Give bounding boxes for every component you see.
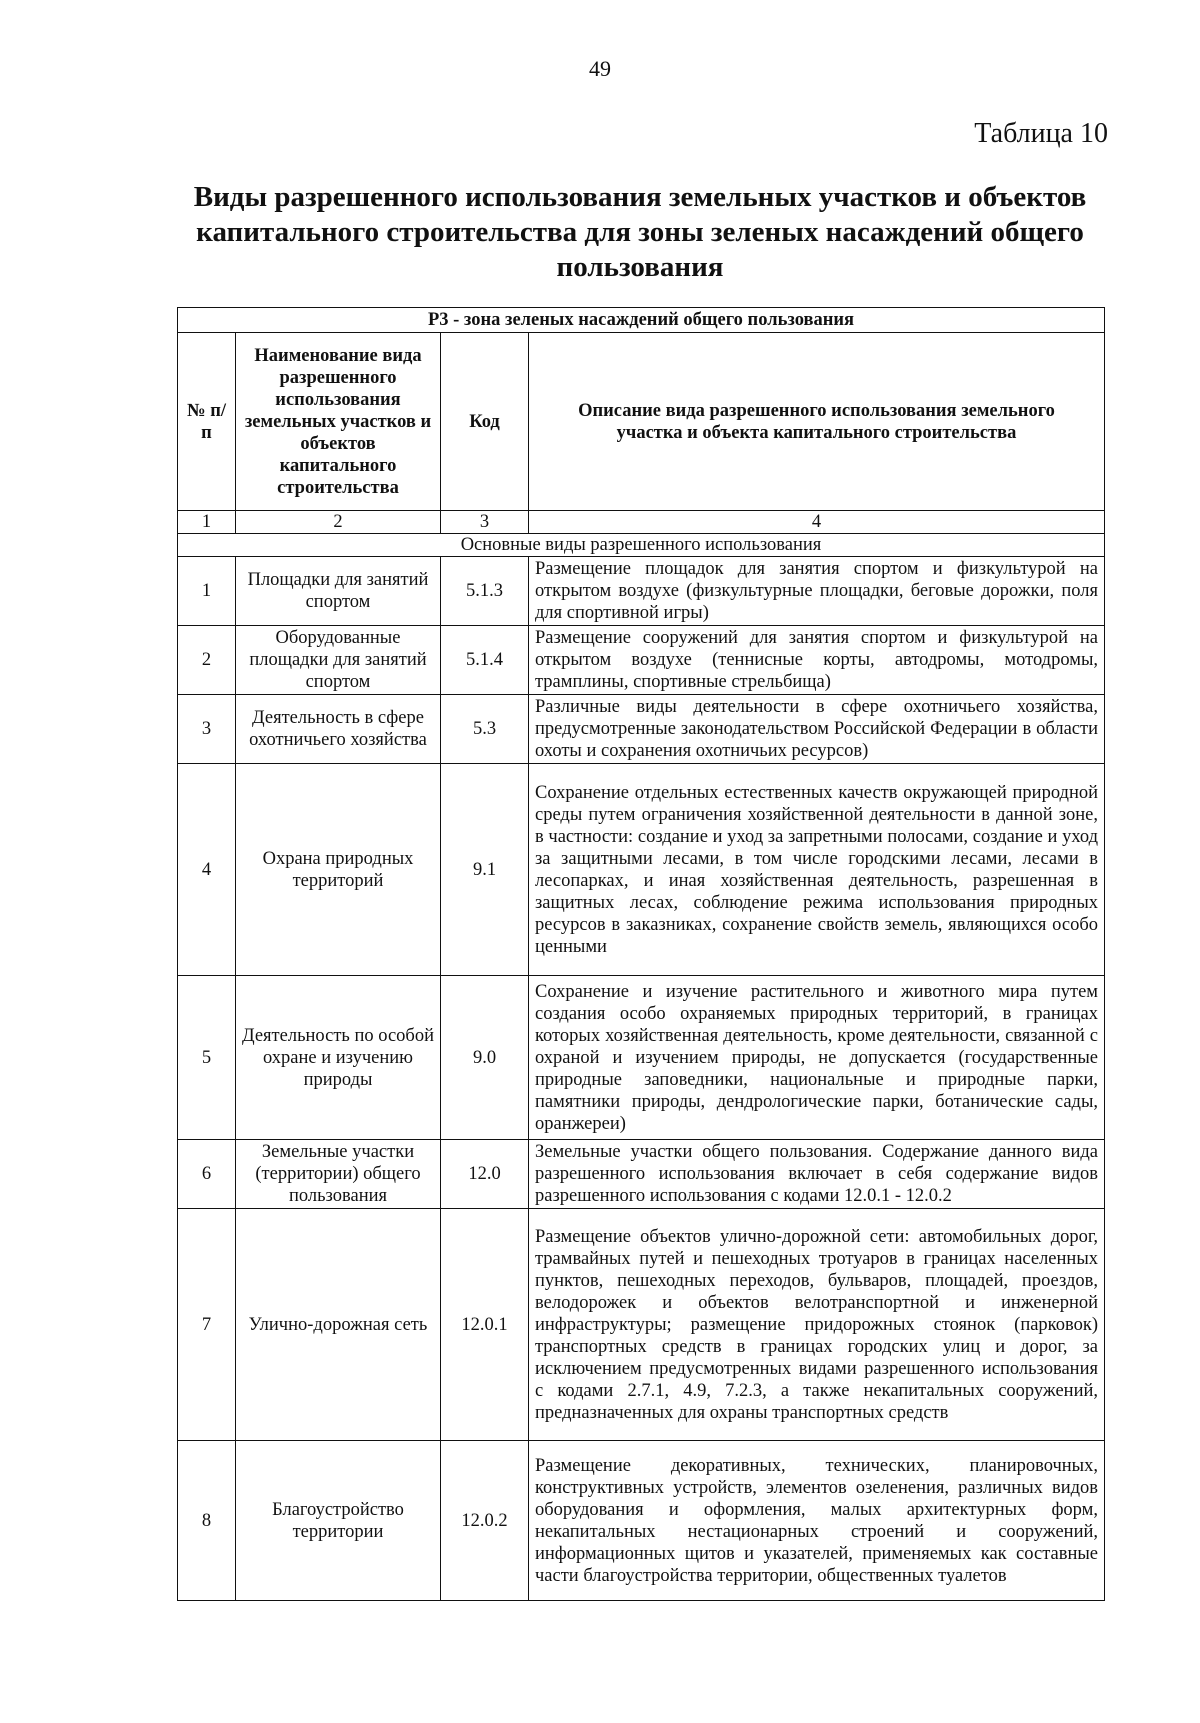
- row-code: 12.0: [441, 1140, 529, 1209]
- row-name: Земельные участки (территории) общего пользования: [236, 1140, 441, 1209]
- column-header-num: № п/п: [178, 333, 236, 511]
- row-description: Сохранение и изучение растительного и животного мира путем создания особо охраняемых природных территорий, в границах которых хозяйственная деятельность, кроме деятельности, связанной с охраной и изучением природы, не допускается (государственные природные заповедники, национальные и природные парки, памятники природы, дендрологические парки, ботанические сады, оранжереи): [529, 976, 1105, 1140]
- column-header-name: Наименование вида разрешенного использования земельных участков и объектов капитального строительства: [236, 333, 441, 511]
- row-number: 5: [178, 976, 236, 1140]
- column-number: 1: [178, 511, 236, 534]
- table-row: [178, 1209, 1105, 1441]
- table-row: [178, 764, 1105, 976]
- column-number: 4: [529, 511, 1105, 534]
- row-code: 9.0: [441, 976, 529, 1140]
- table-row: [178, 976, 1105, 1140]
- table-row: [178, 1140, 1105, 1209]
- row-code: 5.1.3: [441, 557, 529, 626]
- page-number: 49: [589, 56, 611, 81]
- table-row: [178, 695, 1105, 764]
- row-code: 12.0.2: [441, 1441, 529, 1601]
- table-label: Таблица 10: [974, 118, 1108, 149]
- row-code: 5.3: [441, 695, 529, 764]
- row-name: Деятельность по особой охране и изучению природы: [236, 976, 441, 1140]
- table-row: [178, 1441, 1105, 1601]
- row-number: 8: [178, 1441, 236, 1601]
- row-name: Оборудованные площадки для занятий спортом: [236, 626, 441, 695]
- row-description: Размещение объектов улично-дорожной сети: автомобильных дорог, трамвайных путей и пешеходных тротуаров в границах населенных пунктов, пешеходных переходов, бульваров, площадей, проездов, велодорожек и объектов велотранспортной и инженерной инфраструктуры; размещение придорожных стоянок (парковок) транспортных средств в границах городских улиц и дорог, за исключением предусмотренных видами разрешенного использования с кодами 2.7.1, 4.9, 7.2.3, а также некапитальных сооружений, предназначенных для охраны транспортных средств: [529, 1209, 1105, 1441]
- row-number: 4: [178, 764, 236, 976]
- row-description: Различные виды деятельности в сфере охотничьего хозяйства, предусмотренные законодательством Российской Федерации в области охоты и сохранения охотничьих ресурсов): [529, 695, 1105, 764]
- zone-header: Р3 - зона зеленых насаждений общего пользования: [178, 308, 1105, 333]
- table-row: [178, 626, 1105, 695]
- row-code: 9.1: [441, 764, 529, 976]
- row-number: 7: [178, 1209, 236, 1441]
- row-number: 3: [178, 695, 236, 764]
- column-number: 2: [236, 511, 441, 534]
- table-row: [178, 557, 1105, 626]
- row-number: 6: [178, 1140, 236, 1209]
- row-description: Сохранение отдельных естественных качеств окружающей природной среды путем ограничения хозяйственной деятельности в данной зоне, в частности: создание и уход за запретными полосами, создание и уход за защитными лесами, в том числе городскими лесами, лесами в лесопарках, и иная хозяйственная деятельность, разрешенная в защитных лесах, соблюдение режима использования природных ресурсов в заказниках, сохранение свойств земель, являющихся особо ценными: [529, 764, 1105, 976]
- row-code: 5.1.4: [441, 626, 529, 695]
- column-header-code: Код: [441, 333, 529, 511]
- row-name: Охрана природных территорий: [236, 764, 441, 976]
- row-number: 2: [178, 626, 236, 695]
- row-name: Улично-дорожная сеть: [236, 1209, 441, 1441]
- row-description: Земельные участки общего пользования. Содержание данного вида разрешенного использования включает в себя содержание видов разрешенного использования с кодами 12.0.1 - 12.0.2: [529, 1140, 1105, 1209]
- row-name: Площадки для занятий спортом: [236, 557, 441, 626]
- row-description: Размещение площадок для занятия спортом и физкультурой на открытом воздухе (физкультурные площадки, беговые дорожки, поля для спортивной игры): [529, 557, 1105, 626]
- land-use-table: [177, 307, 1105, 1601]
- row-description: Размещение сооружений для занятия спортом и физкультурой на открытом воздухе (теннисные корты, автодромы, мотодромы, трамплины, спортивные стрельбища): [529, 626, 1105, 695]
- column-number: 3: [441, 511, 529, 534]
- section-title: Основные виды разрешенного использования: [178, 534, 1105, 557]
- row-number: 1: [178, 557, 236, 626]
- row-name: Деятельность в сфере охотничьего хозяйства: [236, 695, 441, 764]
- row-description: Размещение декоративных, технических, планировочных, конструктивных устройств, элементов озеленения, различных видов оборудования и оформления, малых архитектурных форм, некапитальных нестационарных строений и сооружений, информационных щитов и указателей, применяемых как составные части благоустройства территории, общественных туалетов: [529, 1441, 1105, 1601]
- column-header-description: Описание вида разрешенного использования земельного участка и объекта капитального строительства: [529, 333, 1105, 511]
- row-name: Благоустройство территории: [236, 1441, 441, 1601]
- row-code: 12.0.1: [441, 1209, 529, 1441]
- document-title: Виды разрешенного использования земельных участков и объектов капитального строительства для зоны зеленых насаждений общего пользования: [193, 181, 1087, 283]
